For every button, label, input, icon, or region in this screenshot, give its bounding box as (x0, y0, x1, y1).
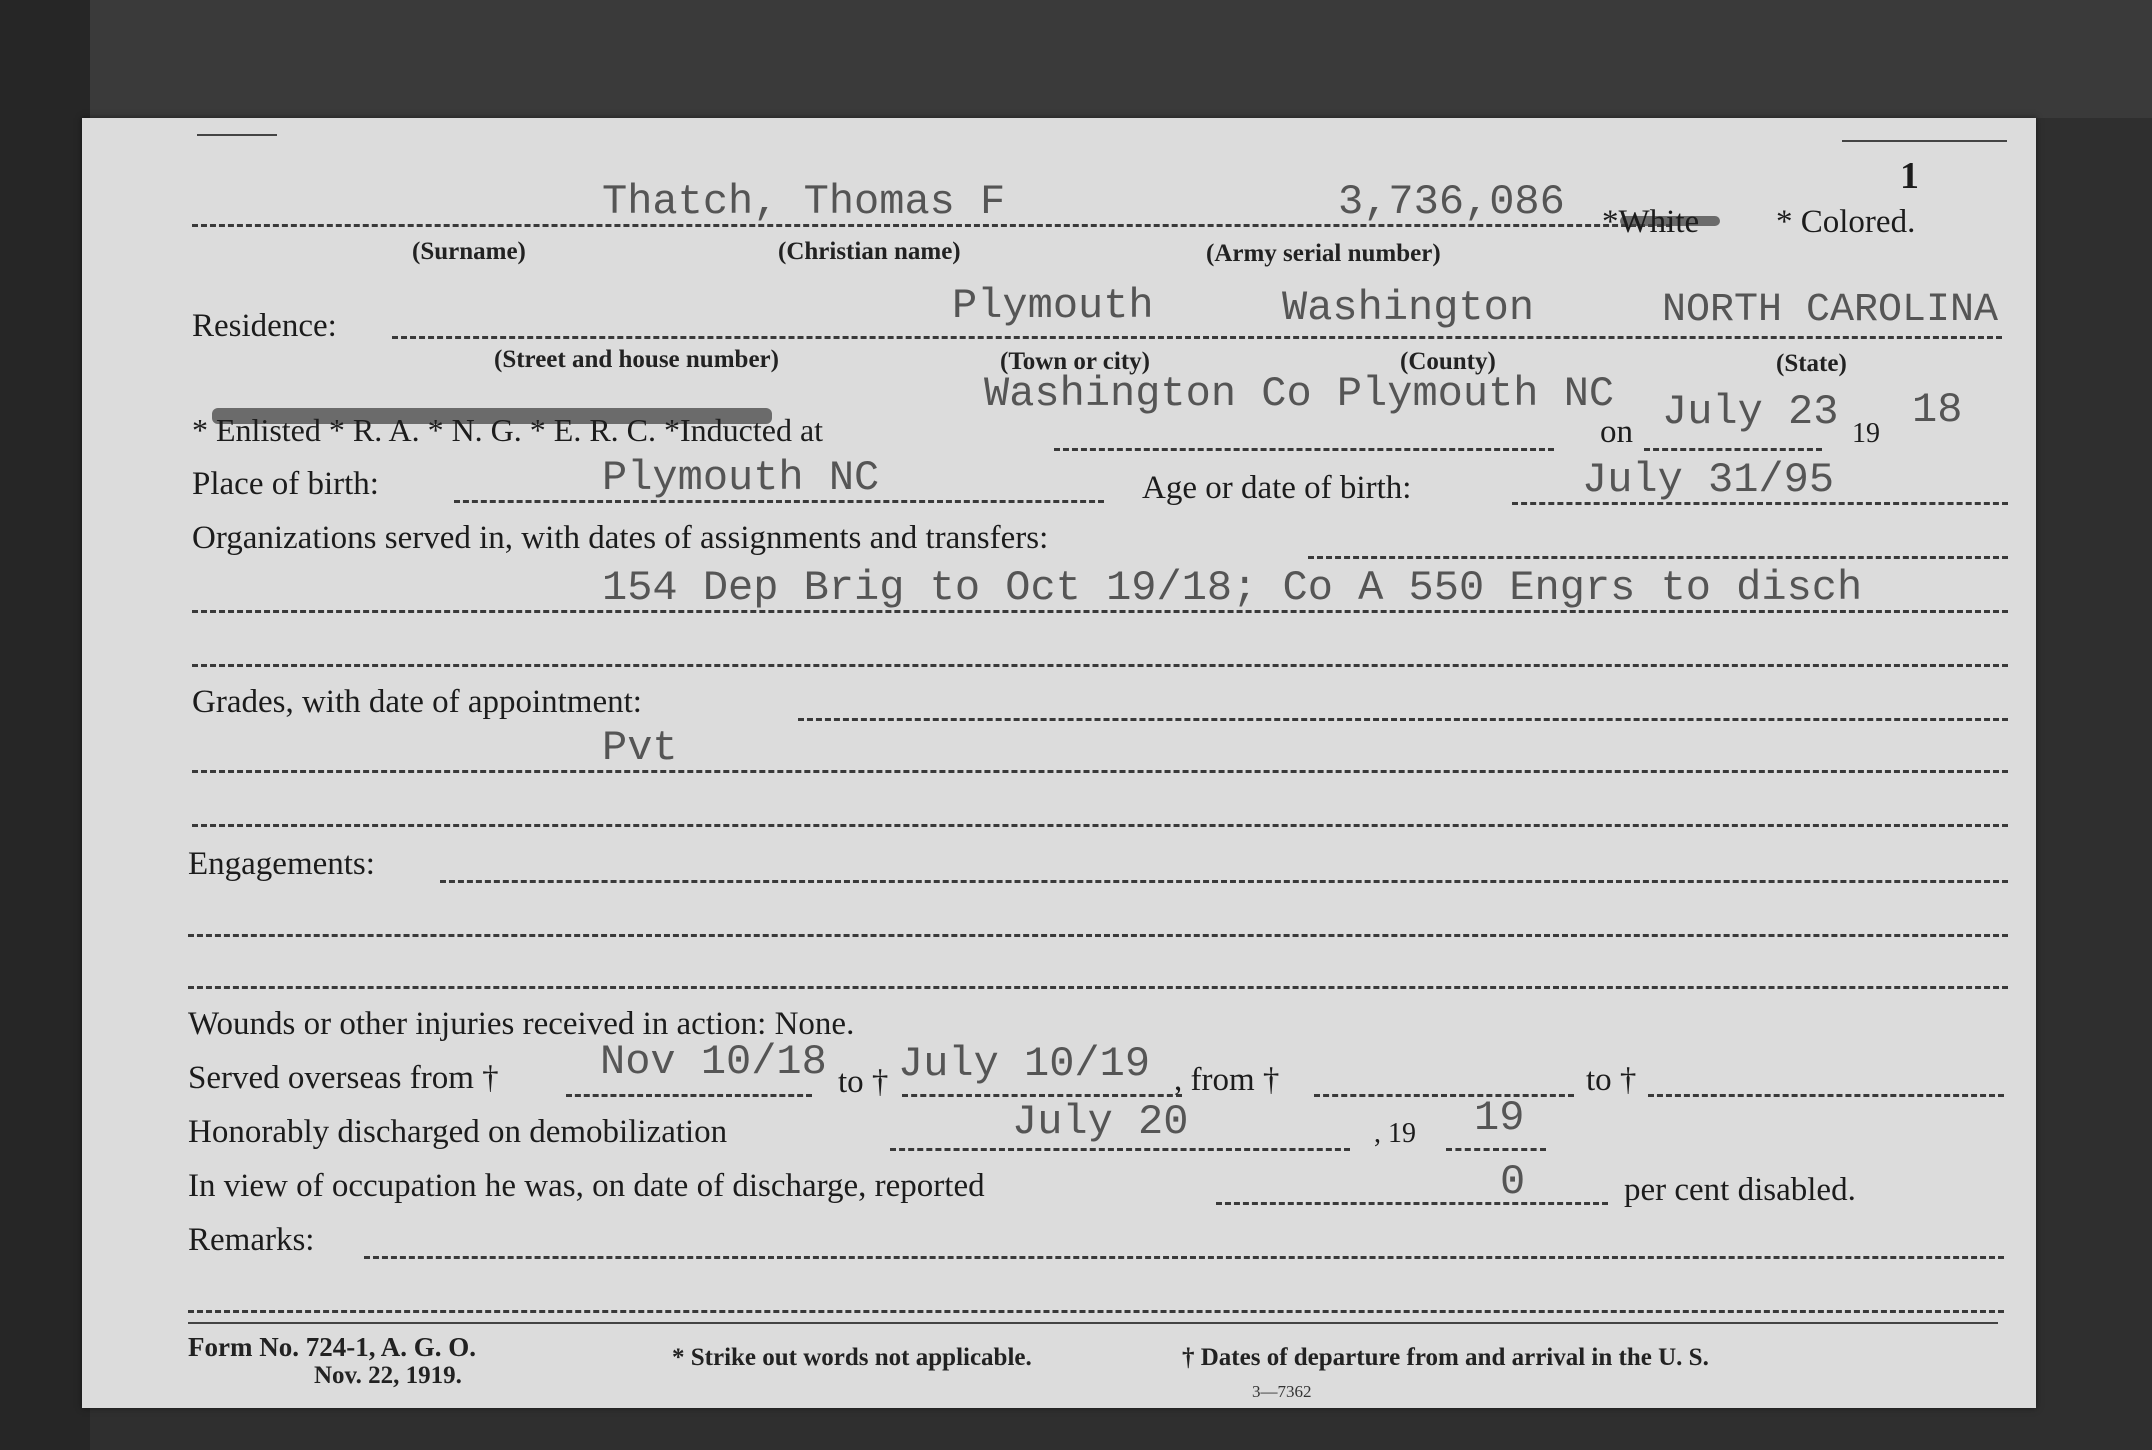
county-caption: (County) (1400, 348, 1496, 375)
scanner-background-top (90, 0, 2152, 118)
place-of-birth-label: Place of birth: (192, 466, 379, 502)
serial-caption: (Army serial number) (1206, 240, 1441, 267)
engagements-line-3 (188, 986, 2008, 989)
overseas-to-line (902, 1094, 1182, 1097)
discharge-date: July 20 (1012, 1098, 1189, 1146)
organizations-value: 154 Dep Brig to Oct 19/18; Co A 550 Engrs to disch (602, 564, 1863, 612)
top-left-rule (197, 134, 277, 136)
print-code: 3—7362 (1252, 1382, 1312, 1401)
inducted-year-prefix: 19 (1852, 418, 1880, 449)
remarks-line-2 (188, 1310, 2004, 1313)
engagements-label: Engagements: (188, 846, 375, 882)
race-colored-option: * Colored. (1776, 204, 1916, 240)
grades-value: Pvt (602, 724, 678, 772)
remarks-line-1 (364, 1256, 2004, 1259)
organizations-label: Organizations served in, with dates of assignments and transfers: (192, 520, 1049, 556)
overseas-from-date: Nov 10/18 (600, 1038, 827, 1086)
surname-caption: (Surname) (412, 238, 526, 265)
state-caption: (State) (1776, 350, 1847, 377)
overseas-to2-line (1648, 1094, 2004, 1097)
inducted-at-place: Washington Co Plymouth NC (984, 370, 1615, 418)
inducted-year: 18 (1912, 386, 1963, 434)
overseas-to2-label: to † (1586, 1062, 1637, 1098)
residence-line (392, 336, 2002, 339)
race-white-option: *White (1602, 204, 1700, 240)
residence-label: Residence: (192, 308, 337, 344)
overseas-from2-line (1314, 1094, 1574, 1097)
discharge-year-prefix: , 19 (1374, 1118, 1416, 1149)
disability-line (1216, 1202, 1608, 1205)
overseas-to-date: July 10/19 (898, 1040, 1151, 1088)
strike-out-note: * Strike out words not applicable. (672, 1344, 1032, 1371)
discharge-label: Honorably discharged on demobilization (188, 1114, 728, 1150)
inducted-date: July 23 (1662, 388, 1839, 436)
disability-label: In view of occupation he was, on date of discharge, reported (188, 1168, 985, 1204)
grades-line-1 (798, 718, 2008, 721)
grades-label: Grades, with date of appointment: (192, 684, 642, 720)
form-date: Nov. 22, 1919. (314, 1362, 462, 1389)
wounds-label: Wounds or other injuries received in action: None. (188, 1006, 855, 1042)
overseas-from-line (566, 1094, 812, 1097)
on-label: on (1600, 414, 1633, 450)
residence-town: Plymouth (952, 282, 1154, 330)
organizations-line-1 (1308, 556, 2008, 559)
inducted-line (1054, 448, 1554, 451)
town-caption: (Town or city) (1000, 348, 1150, 375)
scanner-background-left (0, 0, 90, 1450)
birth-place: Plymouth NC (602, 454, 880, 502)
street-caption: (Street and house number) (494, 346, 779, 373)
overseas-label: Served overseas from † (188, 1060, 499, 1096)
discharge-year-line (1446, 1148, 1546, 1151)
grades-line-2 (192, 770, 2008, 773)
enlisted-label: * Enlisted * R. A. * N. G. * E. R. C. *Inducted at (192, 412, 824, 448)
discharge-date-line (890, 1148, 1350, 1151)
remarks-label: Remarks: (188, 1222, 315, 1258)
age-label: Age or date of birth: (1142, 470, 1412, 506)
residence-state: NORTH CAROLINA (1662, 288, 1999, 333)
disability-suffix: per cent disabled. (1624, 1172, 1856, 1208)
overseas-to-label: to † (838, 1064, 889, 1100)
footer-rule (188, 1322, 1998, 1324)
inducted-date-line (1644, 448, 1822, 451)
discharge-year: 19 (1474, 1094, 1525, 1142)
christian-name-caption: (Christian name) (778, 238, 961, 265)
organizations-line-3 (192, 664, 2008, 667)
residence-county: Washington (1282, 284, 1535, 332)
form-number: Form No. 724-1, A. G. O. (188, 1332, 476, 1362)
card-number: 1 (1900, 155, 1919, 197)
engagements-line-2 (188, 934, 2008, 937)
service-record-card (82, 118, 2036, 1408)
army-serial-number: 3,736,086 (1338, 178, 1565, 226)
birth-date: July 31/95 (1582, 456, 1835, 504)
top-right-rule (1842, 140, 2007, 142)
overseas-from2-label: , from † (1174, 1062, 1280, 1098)
disability-value: 0 (1500, 1158, 1526, 1206)
grades-line-3 (192, 824, 2008, 827)
engagements-line-1 (440, 880, 2008, 883)
dates-note: † Dates of departure from and arrival in the U. S. (1182, 1344, 1709, 1371)
soldier-name: Thatch, Thomas F (602, 178, 1006, 226)
